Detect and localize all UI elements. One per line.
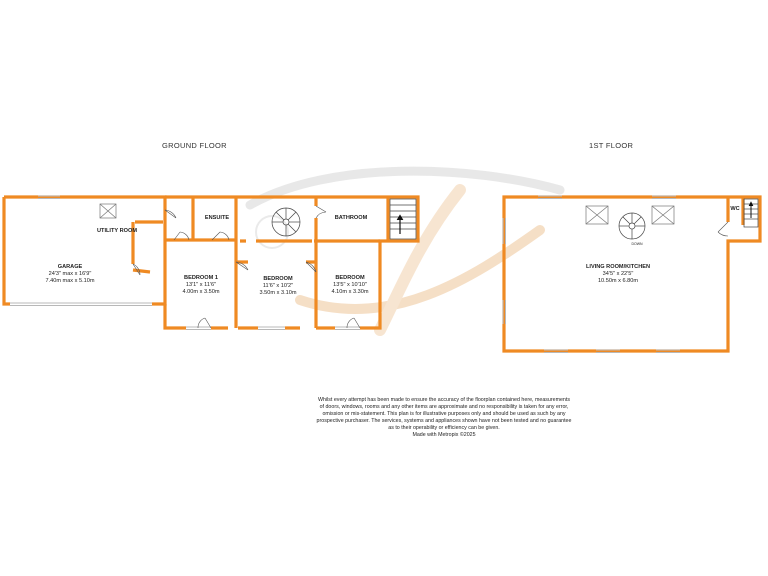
garage-walls [4, 197, 165, 304]
first-floor-title: 1ST FLOOR [589, 141, 634, 150]
disclaimer-line: Whilst every attempt has been made to ensure the accuracy of the floorplan contained here, measurements [317, 397, 571, 403]
room-label-garage [45, 264, 94, 285]
room-label-bedroom3 [332, 275, 369, 296]
living-dim-metric: 10.50m x 6.80m [597, 278, 639, 284]
bedroom3-dim-metric: 4.10m x 3.30m [331, 289, 369, 295]
bedroom3-name: BEDROOM [335, 275, 365, 281]
disclaimer-text [288, 397, 600, 439]
first-floor-skylights [586, 206, 674, 224]
ground-floor-title: GROUND FLOOR [162, 141, 227, 150]
bedroom3-dim-imperial: 13'5" x 10'10" [333, 282, 367, 288]
garage-name: GARAGE [57, 264, 83, 270]
stair-down-label [631, 242, 642, 246]
room-label-ensuite [205, 215, 229, 222]
garage-dim-metric: 7.40m max x 5.10m [45, 278, 95, 284]
utility-name: UTILITY ROOM [97, 228, 137, 234]
ensuite-name: ENSUITE [204, 215, 230, 221]
watermark-logo [250, 171, 560, 330]
disclaimer-credit: Made with Metropix ©2025 [412, 432, 476, 438]
room-label-wc [730, 206, 739, 213]
room-label-bedroom1 [183, 275, 220, 296]
garage-dim-imperial: 24'3" max x 16'9" [48, 271, 92, 277]
bathroom-name: BATHROOM [334, 215, 368, 221]
wc-door-icon [718, 222, 728, 236]
disclaimer-line: prospective purchaser. The services, systems and appliances shown have not been tested and no guarantee [316, 418, 572, 424]
disclaimer-line: of doors, windows, rooms and any other items are approximate and no responsibility is taken for any error, [319, 404, 569, 410]
bedroom2-dim-imperial: 11'6" x 10'2" [262, 283, 294, 289]
room-label-bedroom2 [260, 276, 297, 297]
room-label-bathroom [335, 215, 368, 222]
living-dim-imperial: 34'5" x 22'5" [602, 271, 634, 277]
bedroom1-dim-imperial: 13'1" x 11'6" [185, 282, 217, 288]
first-floor-stairs-icon [744, 199, 758, 227]
utility-skylight-icon [100, 204, 116, 218]
bedroom2-dim-metric: 3.50m x 3.10m [259, 290, 297, 296]
stair-down-text: DOWN [631, 242, 643, 246]
disclaimer-line: omission or mis-statement. This plan is for illustrative purposes only and should be used as such by any [322, 411, 566, 417]
ground-stairs-icon [390, 199, 416, 239]
wc-name: WC [730, 206, 740, 212]
living-name: LIVING ROOM/KITCHEN [585, 264, 651, 270]
disclaimer-line: as to their operability or efficiency can be given. [388, 425, 500, 431]
first-floor-spiral-stair-icon [619, 213, 645, 239]
bedroom1-name: BEDROOM 1 [184, 275, 218, 281]
spiral-stair-icon [272, 208, 300, 236]
room-label-living [586, 264, 650, 285]
bedroom1-dim-metric: 4.00m x 3.50m [182, 289, 220, 295]
bedroom2-name: BEDROOM [263, 276, 293, 282]
room-label-utility [97, 228, 137, 235]
